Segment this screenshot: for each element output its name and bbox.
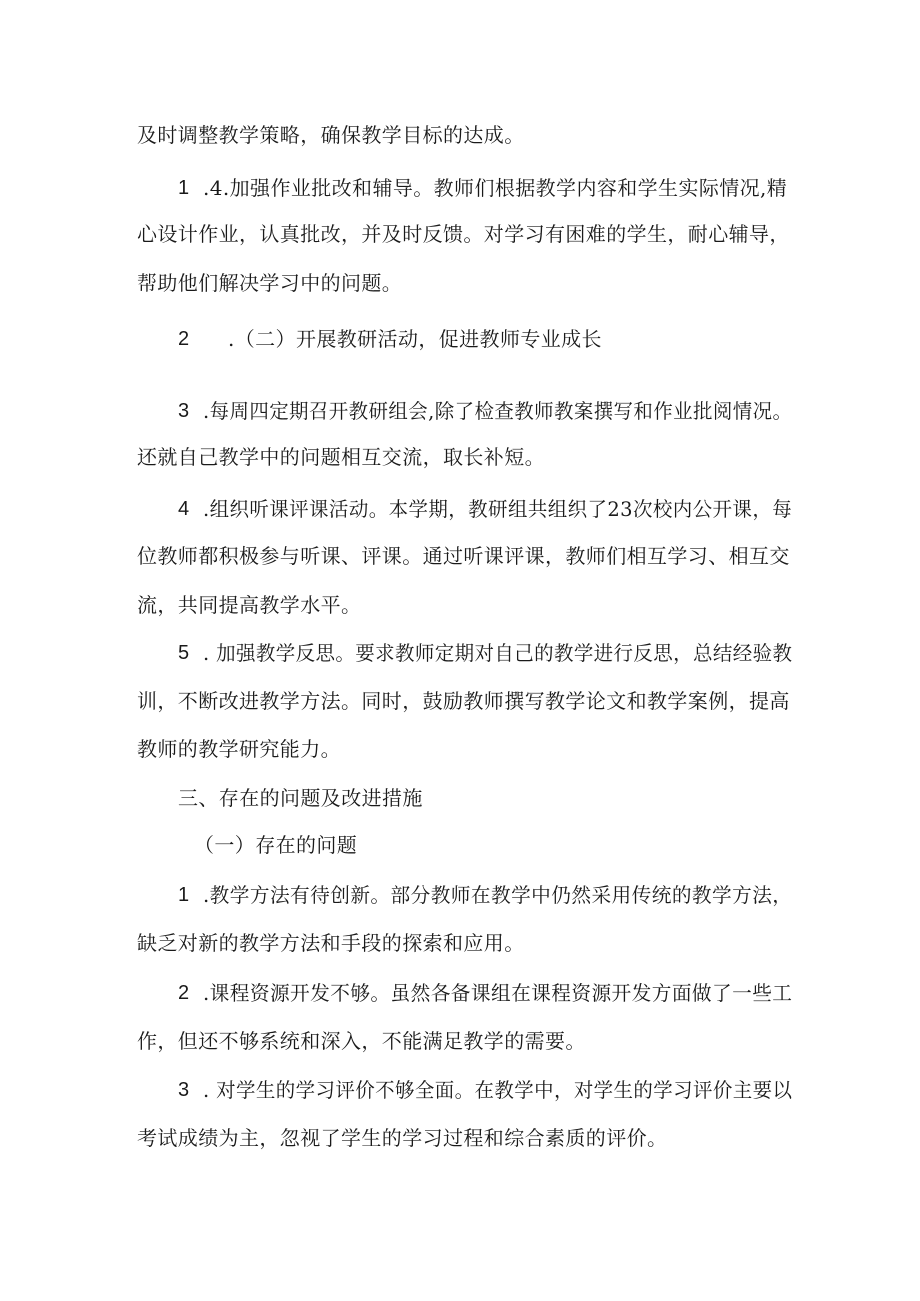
paragraph-line: 及时调整教学策略，确保教学目标的达成。 [137,123,525,147]
paragraph-line: . 加强教学反思。要求教师定期对自己的教学进行反思，总结经验教 [203,641,793,665]
list-number: 4 [178,498,190,520]
paragraph-line: .课程资源开发不够。虽然各备课组在课程资源开发方面做了一些工 [203,981,793,1005]
paragraph-line: 帮助他们解决学习中的问题。 [137,271,403,295]
paragraph-line: 训，不断改进教学方法。同时，鼓励教师撰写教学论文和教学案例，提高 [137,689,790,713]
list-number: 2 [178,982,190,1004]
paragraph-line: 流，共同提高教学水平。 [137,593,362,617]
paragraph-line: .组织听课评课活动。本学期，教研组共组织了23次校内公开课，每 [203,497,793,521]
list-number: 5 [178,642,190,664]
paragraph-line: .4.加强作业批改和辅导。教师们根据教学内容和学生实际情况,精 [203,176,788,200]
paragraph-line: 心设计作业，认真批改，并及时反馈。对学习有困难的学生，耐心辅导， [137,222,790,246]
paragraph-line: .教学方法有待创新。部分教师在教学中仍然采用传统的教学方法， [203,883,793,907]
paragraph-line: . 对学生的学习评价不够全面。在教学中，对学生的学习评价主要以 [203,1078,793,1102]
paragraph-line: 缺乏对新的教学方法和手段的探索和应用。 [137,931,525,955]
subsection-heading: （一）存在的问题 [194,833,358,857]
paragraph-line: .每周四定期召开教研组会,除了检查教师教案撰写和作业批阅情况。 [203,399,793,423]
list-number: 1 [178,177,190,199]
section-heading: 三、存在的问题及改进措施 [178,786,423,810]
section-heading: .（二）开展教研活动，促进教师专业成长 [228,327,602,351]
list-number: 3 [178,1079,190,1101]
list-number: 2 [178,328,190,350]
list-number: 3 [178,400,190,422]
paragraph-line: 教师的教学研究能力。 [137,737,341,761]
paragraph-line: 位教师都积极参与听课、评课。通过听课评课，教师们相互学习、相互交 [137,544,790,568]
paragraph-line: 作，但还不够系统和深入，不能满足教学的需要。 [137,1029,586,1053]
list-number: 1 [178,884,190,906]
paragraph-line: 还就自己教学中的问题相互交流，取长补短。 [137,445,545,469]
paragraph-line: 考试成绩为主，忽视了学生的学习过程和综合素质的评价。 [137,1126,668,1150]
